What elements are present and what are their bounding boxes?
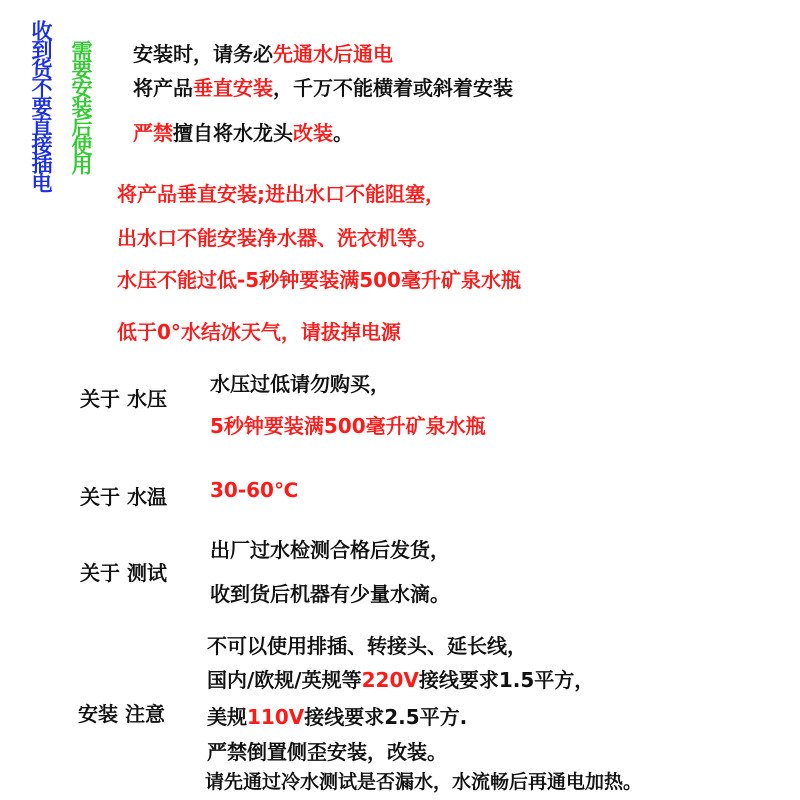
vertical-notice-blue: 收到货不要直接插电 — [29, 20, 53, 191]
temperature-value: 30-60℃ — [210, 478, 299, 502]
install-line-4: 严禁倒置侧歪安装，改装。 — [207, 740, 447, 764]
warning-line-2: 出水口不能安装净水器、洗衣机等。 — [117, 226, 437, 250]
intro-line-2-part-3: ，千万不能横着或斜着安装 — [273, 76, 513, 100]
install-line-3 — [207, 701, 467, 730]
vertical-notice-green: 需要安装后使用 — [69, 40, 93, 173]
install-line-5: 请先通过冷水测试是否漏水，水流畅后再通电加热。 — [205, 771, 643, 793]
intro-line-2-part-2: 垂直安装 — [193, 76, 273, 100]
intro-line-2 — [133, 72, 513, 101]
intro-line-1-part-1: 安装时，请务必 — [133, 42, 273, 66]
test-line-2: 收到货后机器有少量水滴。 — [210, 582, 450, 606]
warning-line-1: 将产品垂直安装;进出水口不能阻塞， — [117, 182, 445, 206]
pressure-label: 关于 水压 — [80, 387, 167, 411]
intro-line-3-part-4: 。 — [333, 121, 353, 145]
intro-line-3 — [133, 117, 353, 146]
install-line-2-part-1: 国内/欧规/英规等 — [207, 668, 362, 692]
intro-line-1-part-2: 先通水后通电 — [273, 42, 393, 66]
warning-line-3: 水压不能过低-5秒钟要装满500毫升矿泉水瓶 — [117, 268, 521, 292]
intro-line-2-part-1: 将产品 — [133, 76, 193, 100]
test-label: 关于 测试 — [80, 561, 167, 585]
test-line-1: 出厂过水检测合格后发货， — [210, 538, 450, 562]
install-line-2 — [207, 664, 594, 693]
temperature-label: 关于 水温 — [80, 485, 167, 509]
intro-line-3-part-2: 擅自将水龙头 — [173, 121, 293, 145]
pressure-line-2: 5秒钟要装满500毫升矿泉水瓶 — [210, 414, 486, 438]
install-line-3-voltage: 110V — [247, 705, 305, 729]
install-label: 安装 注意 — [78, 702, 165, 726]
intro-line-1 — [133, 38, 393, 67]
install-line-1: 不可以使用排插、转接头、延长线， — [207, 634, 527, 658]
intro-line-3-part-1: 严禁 — [133, 121, 173, 145]
install-line-2-part-3: 接线要求1.5平方， — [418, 668, 595, 692]
install-line-3-part-1: 美规 — [207, 705, 247, 729]
intro-line-3-part-3: 改装 — [293, 121, 333, 145]
warning-line-4: 低于0°水结冰天气，请拔掉电源 — [117, 320, 401, 344]
install-line-2-voltage: 220V — [361, 668, 419, 692]
pressure-line-1: 水压过低请勿购买， — [210, 372, 390, 396]
install-line-3-part-3: 接线要求2.5平方. — [304, 705, 468, 729]
